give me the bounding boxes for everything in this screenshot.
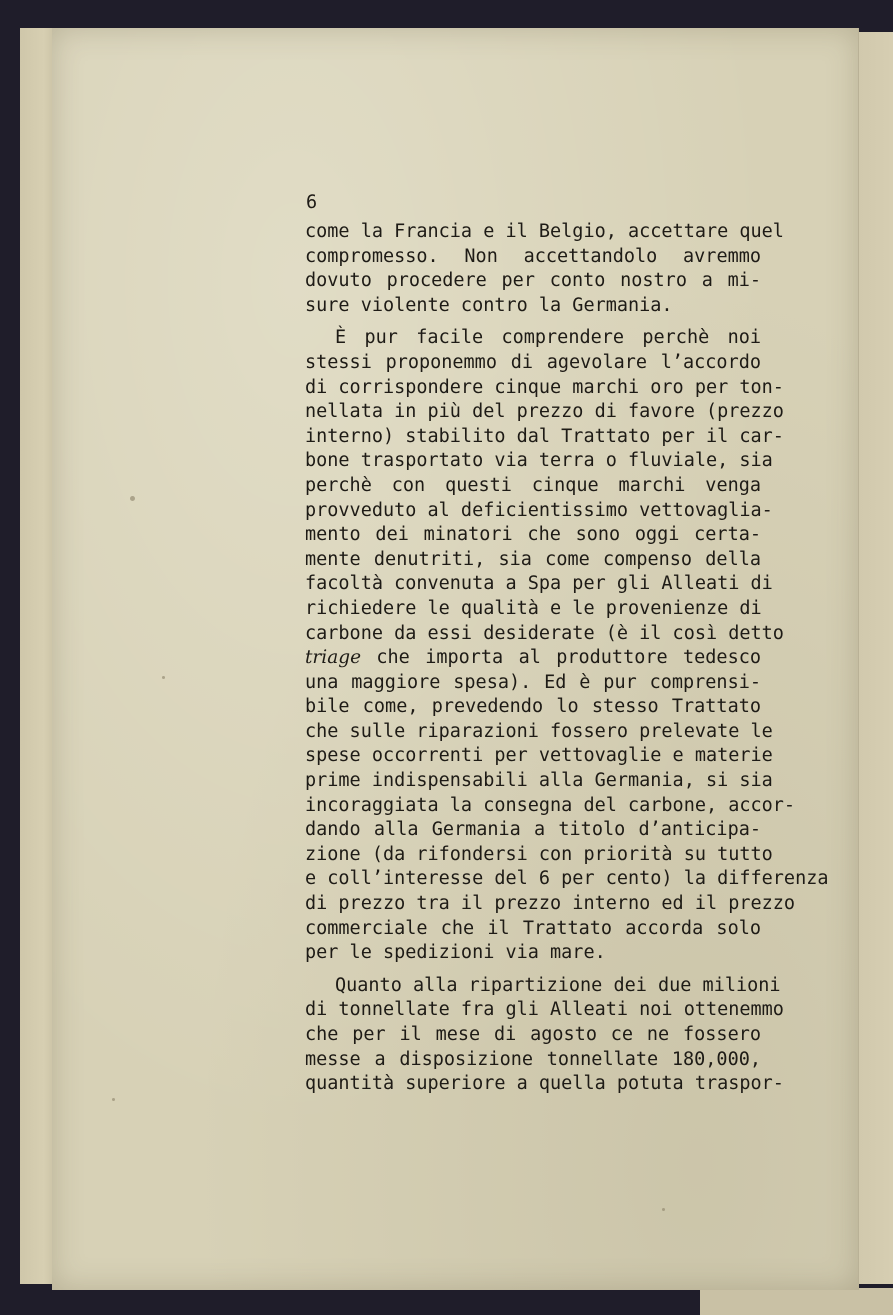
text-line: incoraggiata la consegna del carbone, accor-	[305, 794, 796, 816]
paper-speck	[112, 1098, 115, 1101]
text-line: triage che importa al produttore tedesco	[305, 647, 761, 669]
text-line: di corrispondere cinque marchi oro per ton-	[305, 376, 784, 398]
paper-speck	[130, 496, 135, 501]
text-line: sure violente contro la Germania.	[305, 294, 673, 316]
text-line: spese occorrenti per vettovaglie e materie	[305, 745, 773, 767]
text-line: che per il mese di agosto ce ne fossero	[305, 1024, 761, 1045]
text-line: come la Francia e il Belgio, accettare quel	[305, 221, 784, 242]
text-line: e coll’interesse del 6 per cento) la differenza	[305, 868, 829, 890]
page-text	[305, 190, 829, 1097]
text-line: per le spedizioni via mare.	[305, 942, 606, 964]
text-line: quantità superiore a quella potuta traspor-	[305, 1073, 784, 1095]
text-line: perchè con questi cinque marchi venga	[305, 474, 761, 496]
text-line: prime indispensabili alla Germania, si sia	[305, 770, 773, 792]
text-line: nellata in più del prezzo di favore (prezzo	[305, 401, 784, 423]
text-line: dando alla Germania a titolo d’anticipa-	[305, 819, 761, 841]
text-line: di prezzo tra il prezzo interno ed il prezzo	[305, 893, 796, 915]
text-line: bone trasportato via terra o fluviale, sia	[305, 450, 773, 472]
paper-speck	[662, 1208, 665, 1211]
text-line: mento dei minatori che sono oggi certa-	[305, 524, 761, 546]
paragraph-2	[305, 326, 829, 965]
paper-speck	[162, 676, 165, 679]
text-line: stessi proponemmo di agevolare l’accordo	[305, 351, 761, 373]
page-number: 6	[306, 192, 318, 213]
text-line: commerciale che il Trattato accorda solo	[305, 917, 761, 939]
text-line: richiedere le qualità e le provenienze di	[305, 597, 762, 619]
text-line: carbone da essi desiderate (è il così detto	[305, 622, 784, 644]
text-line: compromesso. Non accettandolo avremmo	[305, 245, 761, 267]
text-line: di tonnellate fra gli Alleati noi ottenemmo	[305, 999, 784, 1021]
text-line: che sulle riparazioni fossero prelevate le	[305, 720, 773, 742]
text-line: zione (da rifondersi con priorità su tutto	[305, 843, 773, 865]
text-line: Quanto alla ripartizione dei due milioni	[335, 974, 781, 996]
text-line: È pur facile comprendere perchè noi	[335, 327, 761, 349]
text-line: una maggiore spesa). Ed è pur comprensi-	[305, 671, 761, 693]
text-line: dovuto procedere per conto nostro a mi-	[305, 270, 761, 292]
text-line: mente denutriti, sia come compenso della	[305, 548, 761, 570]
text-line: facoltà convenuta a Spa per gli Alleati di	[305, 573, 773, 595]
text-line: messe a disposizione tonnellate 180,000,	[305, 1048, 761, 1070]
text-line: provveduto al deficientissimo vettovaglia-	[305, 499, 773, 521]
paragraph-1	[305, 220, 784, 318]
italic-term: triage	[305, 647, 362, 669]
text-line: interno) stabilito dal Trattato per il car-	[305, 425, 784, 447]
text-line: bile come, prevedendo lo stesso Trattato	[305, 696, 761, 718]
paragraph-3	[305, 974, 784, 1097]
bottom-page-strip	[700, 1288, 893, 1315]
